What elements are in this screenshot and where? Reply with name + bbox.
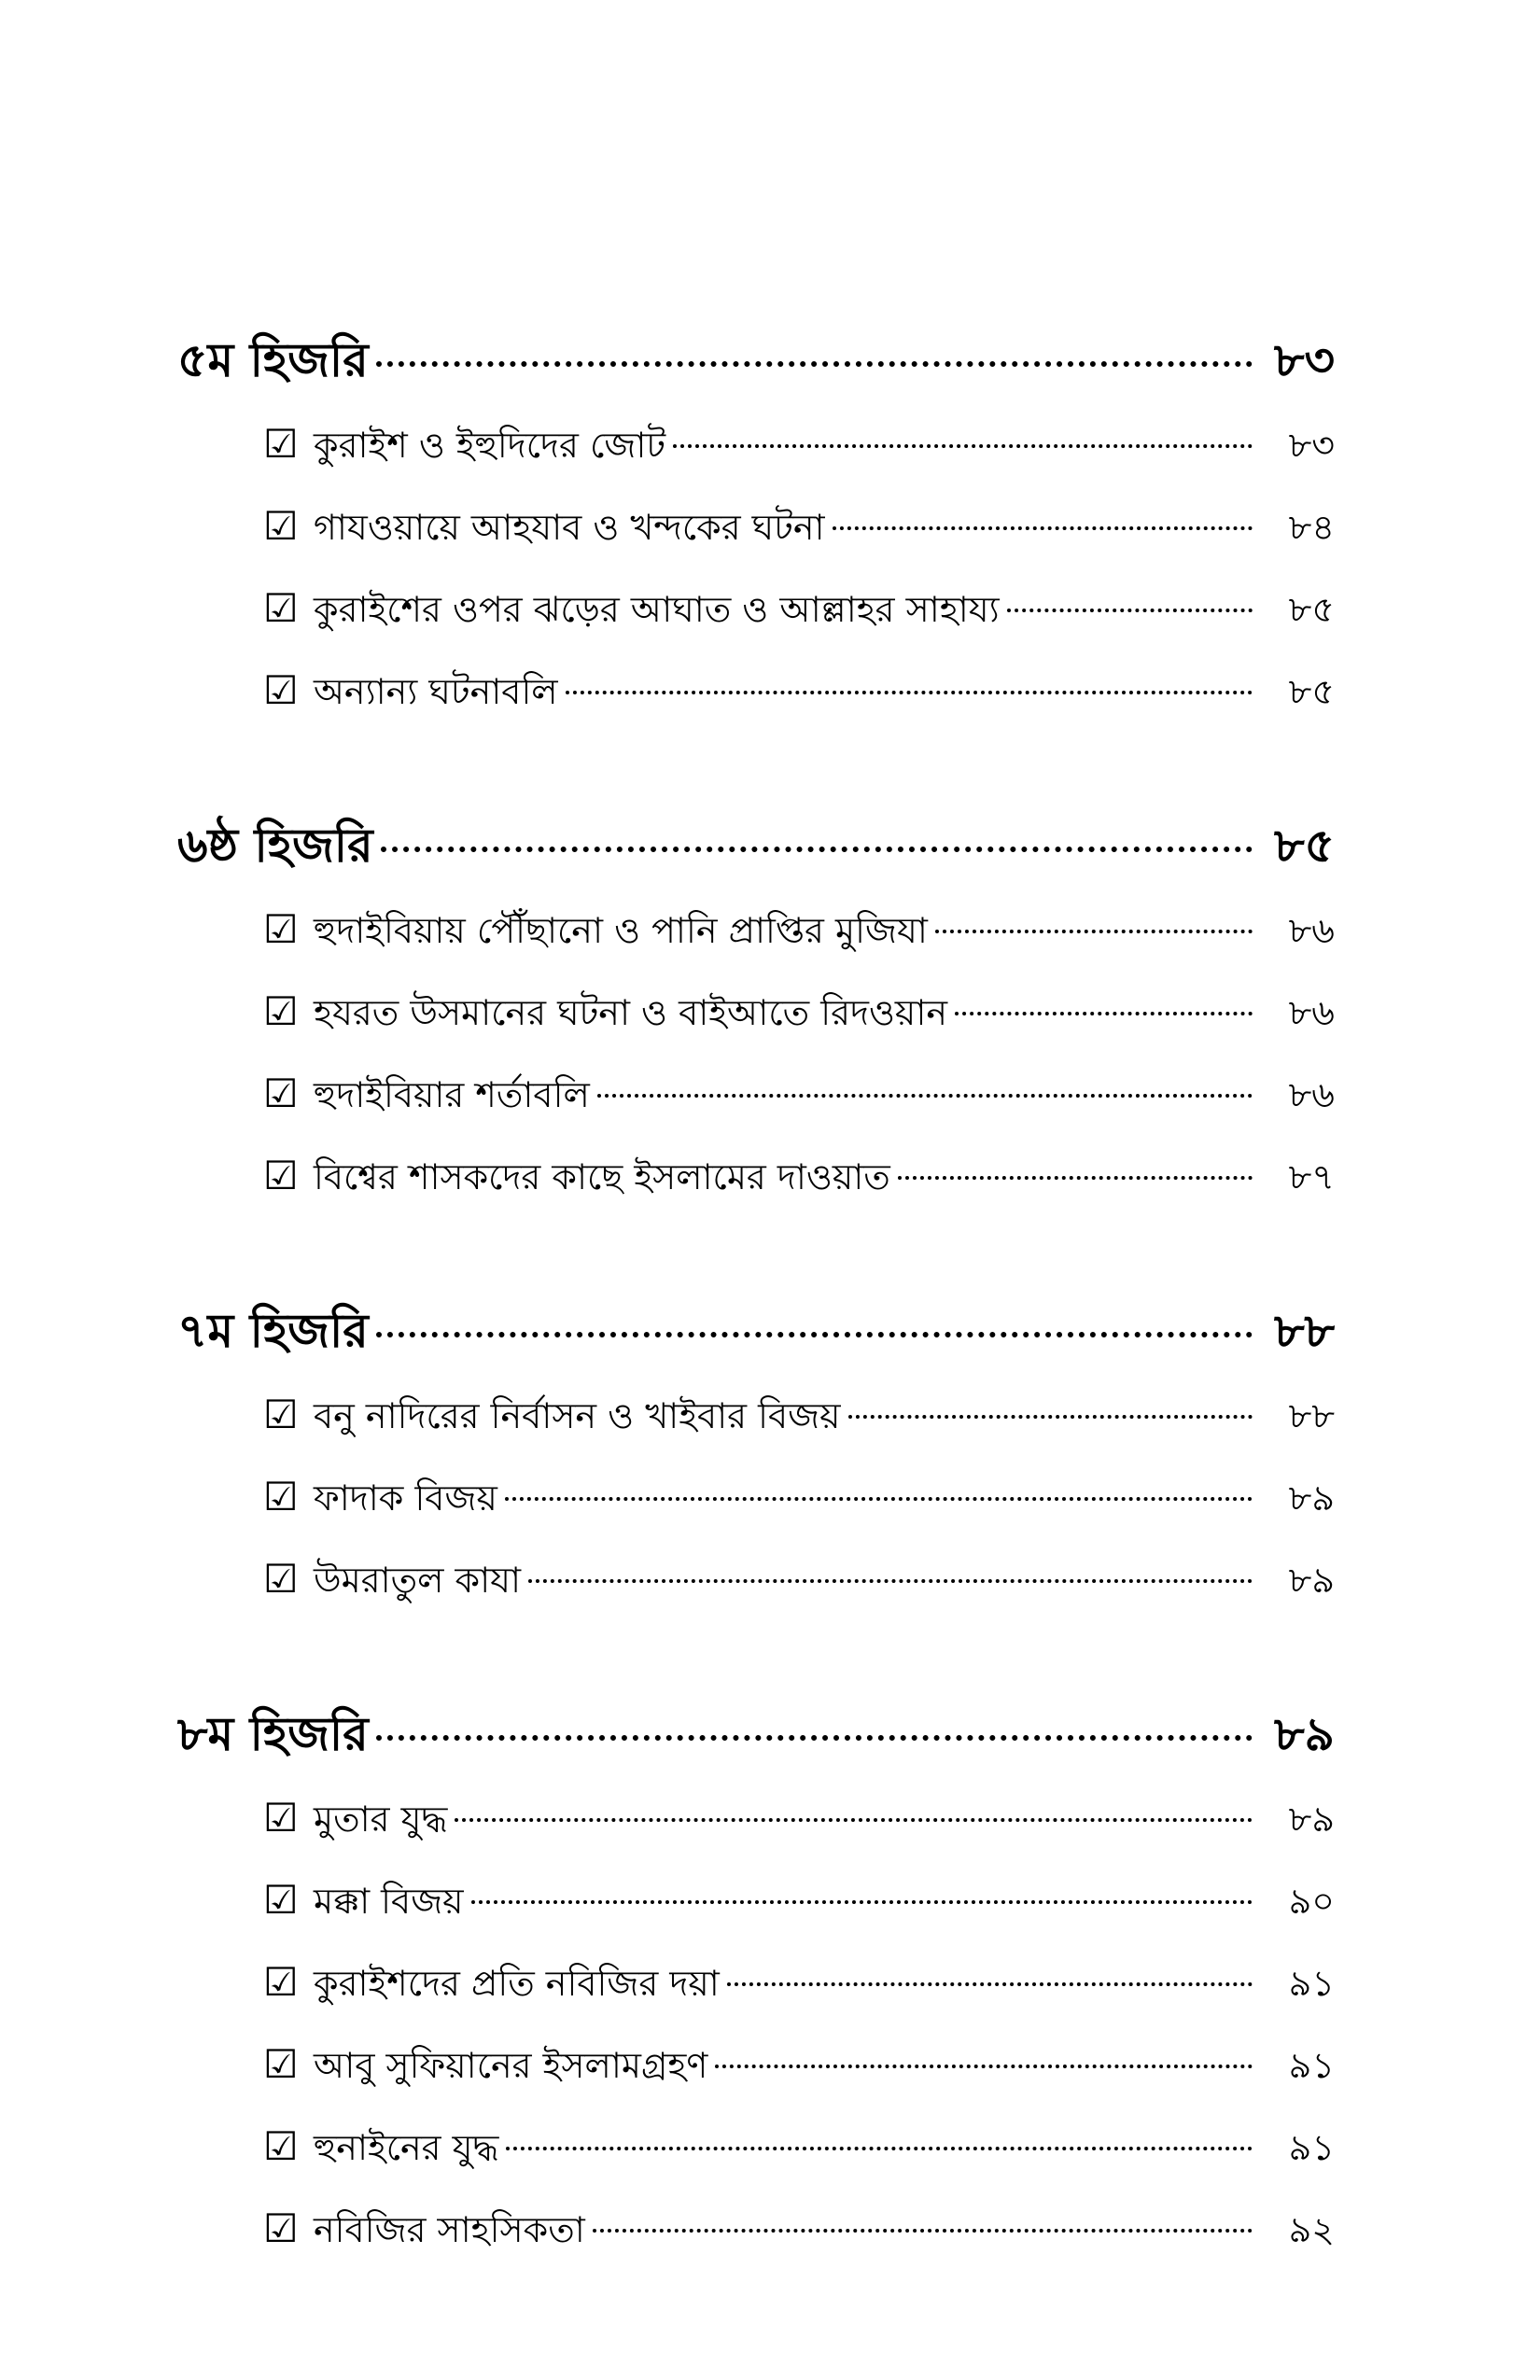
dot-leader (935, 930, 1253, 933)
toc-entry (177, 485, 1335, 567)
section-page-number: ৮৯ (1274, 1706, 1335, 1761)
checkbox-checked-icon: ☑ (263, 988, 299, 1034)
entry-page-number: ৯১ (1288, 1963, 1335, 2004)
toc-entry (177, 1135, 1335, 1217)
toc-entry (177, 567, 1335, 650)
dot-leader (528, 1579, 1253, 1583)
dot-leader (506, 2147, 1253, 2150)
checkbox-checked-icon: ☑ (263, 2205, 299, 2251)
entry-page-number: ৯১ (1288, 2045, 1335, 2086)
entry-title: নবিজির সাহসিকতা (314, 2209, 585, 2250)
section-page-number: ৮৮ (1274, 1303, 1335, 1358)
entry-title: বনু নাদিরের নির্বাসন ও খাইবার বিজয় (314, 1395, 841, 1436)
dot-leader (715, 2065, 1253, 2068)
section-title: ৭ম হিজরি (177, 1303, 369, 1358)
toc-entry (177, 2106, 1335, 2188)
checkbox-checked-icon: ☑ (263, 1153, 299, 1198)
entry-page-number: ৮৬ (1288, 910, 1335, 951)
entry-title: হুদাইবিয়ার শর্তাবলি (314, 1074, 590, 1115)
dot-leader (471, 1900, 1253, 1904)
entry-title: হুনাইনের যুদ্ধ (314, 2127, 499, 2168)
entry-page-number: ৮৫ (1288, 671, 1335, 712)
checkbox-checked-icon: ☑ (263, 1556, 299, 1602)
dot-leader (727, 1982, 1253, 1986)
section-heading (177, 803, 1335, 889)
toc-entry (177, 2188, 1335, 2270)
checkbox-checked-icon: ☑ (263, 1071, 299, 1116)
toc-entry (177, 1053, 1335, 1135)
checkbox-checked-icon: ☑ (263, 585, 299, 631)
checkbox-checked-icon: ☑ (263, 1877, 299, 1923)
dot-leader (898, 1176, 1253, 1180)
dot-leader (597, 1094, 1253, 1098)
dot-leader (955, 1012, 1253, 1015)
entry-title: অন্যান্য ঘটনাবলি (314, 671, 558, 712)
section-title: ৮ম হিজরি (177, 1706, 369, 1761)
toc-entry (177, 971, 1335, 1053)
toc-section (177, 803, 1335, 1217)
toc-entry (177, 1538, 1335, 1620)
toc-entry (177, 650, 1335, 732)
dot-leader (376, 1332, 1253, 1337)
dot-leader (673, 444, 1253, 448)
checkbox-checked-icon: ☑ (263, 1474, 299, 1519)
checkbox-checked-icon: ☑ (263, 906, 299, 952)
entry-page-number: ৮৬ (1288, 992, 1335, 1033)
toc-section (177, 1691, 1335, 2270)
entry-page-number: ৮৯ (1288, 1477, 1335, 1519)
section-title: ৬ষ্ঠ হিজরি (177, 818, 373, 873)
entry-page-number: ৯১ (1288, 2127, 1335, 2168)
entry-title: ফাদাক বিজয় (314, 1477, 497, 1519)
section-title: ৫ম হিজরি (177, 332, 369, 387)
entry-title: মুতার যুদ্ধ (314, 1799, 448, 1840)
section-heading (177, 1288, 1335, 1374)
dot-leader (1007, 609, 1253, 612)
entry-title: কুরাইশের ওপর ঝড়ের আঘাত ও আল্লাহর সাহায্য (314, 589, 1000, 630)
toc-entry (177, 1777, 1335, 1859)
toc-entry (177, 1859, 1335, 1941)
entry-title: গাযওয়ায়ে আহযাব ও খন্দকের ঘটনা (314, 507, 825, 548)
entry-page-number: ৮৭ (1288, 1156, 1335, 1197)
checkbox-checked-icon: ☑ (263, 1959, 299, 2005)
dot-leader (376, 1735, 1253, 1741)
dot-leader (593, 2229, 1253, 2233)
checkbox-checked-icon: ☑ (263, 503, 299, 549)
dot-leader (381, 847, 1253, 852)
entry-title: আবু সুফিয়ানের ইসলামগ্রহণ (314, 2045, 708, 2086)
toc-entry (177, 2023, 1335, 2106)
checkbox-checked-icon: ☑ (263, 2123, 299, 2169)
toc-entry (177, 403, 1335, 485)
section-heading (177, 317, 1335, 403)
section-page-number: ৮৫ (1274, 818, 1335, 873)
checkbox-checked-icon: ☑ (263, 2041, 299, 2087)
entry-title: মক্কা বিজয় (314, 1881, 464, 1922)
section-heading (177, 1691, 1335, 1777)
toc-entry (177, 1456, 1335, 1538)
entry-title: উমরাতুল কাযা (314, 1560, 522, 1601)
entry-page-number: ৮৯ (1288, 1560, 1335, 1601)
entry-title: হযরত উসমানের ঘটনা ও বাইআতে রিদওয়ান (314, 992, 948, 1033)
dot-leader (833, 526, 1253, 530)
entry-page-number: ৮৯ (1288, 1799, 1335, 1840)
dot-leader (505, 1497, 1253, 1501)
checkbox-checked-icon: ☑ (263, 421, 299, 467)
dot-leader (566, 691, 1253, 694)
dot-leader (848, 1415, 1253, 1419)
toc-entry (177, 889, 1335, 971)
entry-title: হুদাইবিয়ায় পৌঁছানো ও পানি প্রাপ্তির মুজিযা (314, 910, 928, 951)
toc-section (177, 1288, 1335, 1620)
section-page-number: ৮৩ (1274, 332, 1335, 387)
dot-leader (376, 361, 1253, 367)
entry-title: বিশ্বের শাসকদের কাছে ইসলামের দাওয়াত (314, 1156, 890, 1197)
entry-title: কুরাইশ ও ইহুদিদের জোট (314, 425, 666, 466)
entry-page-number: ৮৫ (1288, 589, 1335, 630)
toc-entry (177, 1941, 1335, 2023)
entry-page-number: ৮৮ (1288, 1395, 1335, 1436)
entry-title: কুরাইশদের প্রতি নবিজির দয়া (314, 1963, 720, 2004)
table-of-contents (177, 317, 1335, 2341)
checkbox-checked-icon: ☑ (263, 1392, 299, 1437)
entry-page-number: ৮৪ (1288, 507, 1335, 548)
entry-page-number: ৮৬ (1288, 1074, 1335, 1115)
toc-entry (177, 1374, 1335, 1456)
toc-section (177, 317, 1335, 732)
entry-page-number: ৯০ (1288, 1881, 1335, 1922)
entry-page-number: ৯২ (1288, 2209, 1335, 2250)
dot-leader (455, 1818, 1253, 1822)
checkbox-checked-icon: ☑ (263, 1795, 299, 1841)
entry-page-number: ৮৩ (1288, 425, 1335, 466)
checkbox-checked-icon: ☑ (263, 667, 299, 713)
